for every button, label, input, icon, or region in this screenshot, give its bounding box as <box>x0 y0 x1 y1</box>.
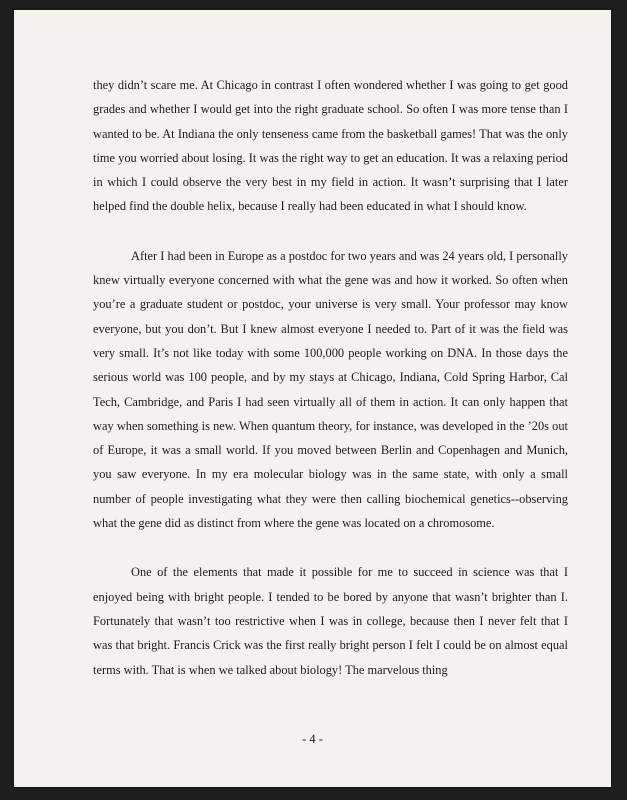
paragraph-3: One of the elements that made it possible for me to succeed in science was that I enjoyed being with bright people. I tended to be bored by anyone that wasn’t brighter than I. Fortunately that wasn’t too restrictive when I was in college, because then I never felt that I was that bright. Francis Crick was the first really bright person I felt I could be on almost equal terms with. That is when we talked about biology! The marvelous thing <box>93 565 568 677</box>
document-page <box>14 10 611 787</box>
body-text <box>93 73 568 707</box>
paragraph-2: After I had been in Europe as a postdoc for two years and was 24 years old, I personally knew virtually everyone concerned with what the gene was and how it worked. So often when you’re a graduate student or postdoc, your universe is very small. Your professor may know everyone, but you don’t. But I knew almost everyone I needed to. Part of it was the field was very small. It’s not like today with some 100,000 people working on DNA. In those days the serious world was 100 people, and by my stays at Chicago, Indiana, Cold Spring Harbor, Cal Tech, Cambridge, and Paris I had seen virtually all of them in action. It can only happen that way when something is new. When quantum theory, for instance, was developed in the ’20s out of Europe, it was a small world. If you moved between Berlin and Copenhagen and Munich, you saw everyone. In my era molecular biology was in the same state, with only a small number of people investigating what they were then calling biochemical genetics--observing what the gene did as distinct from where the gene was located on a chromosome. <box>93 248 568 531</box>
page-number: - 4 - <box>302 732 323 746</box>
paragraph-1: they didn’t scare me. At Chicago in contrast I often wondered whether I was going to get good grades and whether I would get into the right graduate school. So often I was more tense than I wanted to be. At Indiana the only tenseness came from the basketball games! That was the only time you worried about losing. It was the right way to get an education. It was a relaxing period in which I could observe the very best in my field in action. It wasn’t surprising that I later helped find the double helix, because I really had been educated in what I should know. <box>93 78 568 214</box>
